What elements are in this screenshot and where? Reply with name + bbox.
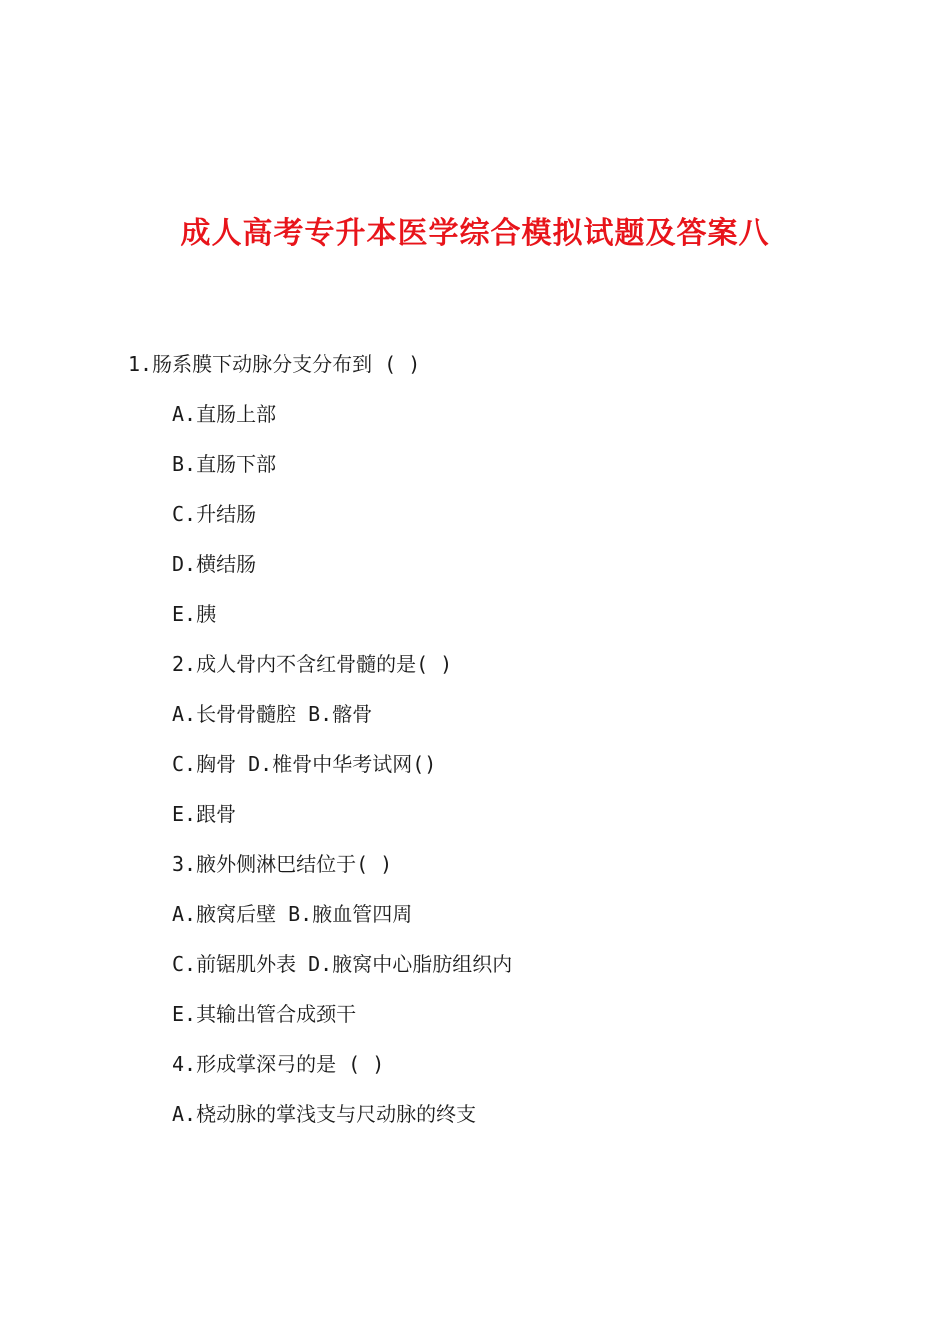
question-1-option-e: E.胰	[172, 602, 217, 626]
question-3-option-cd: C.前锯肌外表 D.腋窝中心脂肪组织内	[172, 952, 513, 976]
question-3-option-e: E.其输出管合成颈干	[172, 1002, 357, 1026]
question-4-stem: 4.形成掌深弓的是 ( )	[172, 1052, 385, 1076]
document-title: 成人高考专升本医学综合模拟试题及答案八	[180, 216, 770, 251]
question-2-option-e: E.跟骨	[172, 802, 237, 826]
question-2-option-ab: A.长骨骨髓腔 B.髂骨	[172, 702, 373, 726]
question-1-option-d: D.横结肠	[172, 552, 257, 576]
question-2-option-cd: C.胸骨 D.椎骨中华考试网()	[172, 752, 437, 776]
question-3-stem: 3.腋外侧淋巴结位于( )	[172, 852, 393, 876]
question-2-stem: 2.成人骨内不含红骨髓的是( )	[172, 652, 453, 676]
question-1-option-c: C.升结肠	[172, 502, 257, 526]
question-3-option-ab: A.腋窝后壁 B.腋血管四周	[172, 902, 413, 926]
question-4-option-a: A.桡动脉的掌浅支与尺动脉的终支	[172, 1102, 477, 1126]
question-1-option-a: A.直肠上部	[172, 402, 277, 426]
question-1-stem: 1.肠系膜下动脉分支分布到 ( )	[128, 352, 421, 376]
question-1-option-b: B.直肠下部	[172, 452, 277, 476]
